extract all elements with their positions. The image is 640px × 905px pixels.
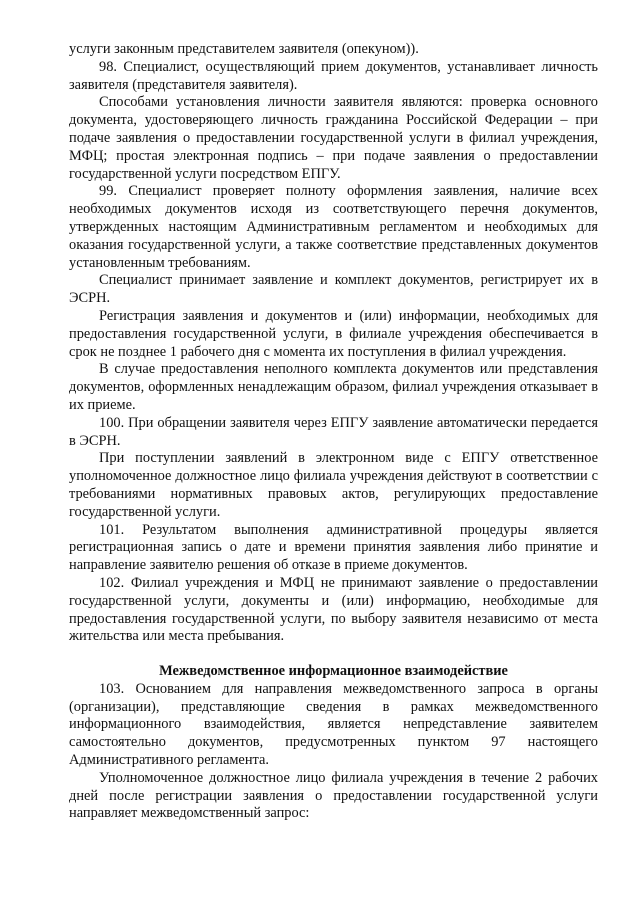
paragraph-101: 101. Результатом выполнения административной процедуры является регистрационная запись о дате и времени принятия заявления либо принятие и направление заявителю решения об отказе в приеме документов.: [69, 521, 598, 574]
section-heading: Межведомственное информационное взаимодействие: [159, 663, 508, 680]
paragraph-incomplete-documents: В случае предоставления неполного комплекта документов или представления документов, оформленных ненадлежащим образом, филиал учреждения отказывает в их приеме.: [69, 361, 598, 413]
paragraph-electronic-submission: При поступлении заявлений в электронном виде с ЕПГУ ответственное уполномоченное должностное лицо филиала учреждения действуют в соответствии с требованиями нормативных правовых актов, регулирующих предоставление государственной услуги.: [69, 450, 598, 520]
paragraph-98: 98. Специалист, осуществляющий прием документов, устанавливает личность заявителя (представителя заявителя).: [69, 58, 598, 93]
paragraph-interagency-request: Уполномоченное должностное лицо филиала учреждения в течение 2 рабочих дней после регистрации заявления о предоставлении государственной услуги направляет межведомственный запрос:: [69, 769, 598, 822]
paragraph-registration-deadline: Регистрация заявления и документов и (или) информации, необходимых для предоставления государственной услуги, в филиале учреждения обеспечивается в срок не позднее 1 рабочего дня с момента их поступления в филиал учреждения.: [69, 307, 598, 360]
paragraph-accepts-documents: Специалист принимает заявление и комплект документов, регистрирует их в ЭСРН.: [69, 272, 598, 307]
paragraph-103: 103. Основанием для направления межведомственного запроса в органы (организации), представляющие сведения в рамках межведомственного информационного взаимодействия, является непредставление заявителем самостоятельно документов, предусмотренных пунктом 97 настоящего Административного регламента.: [69, 680, 598, 769]
paragraph-100: 100. При обращении заявителя через ЕПГУ заявление автоматически передается в ЭСРН.: [69, 414, 598, 449]
document-body: [69, 41, 598, 823]
paragraph-continuation: услуги законным представителем заявителя (опекуном)).: [69, 41, 419, 57]
paragraph-99: 99. Специалист проверяет полноту оформления заявления, наличие всех необходимых документов исходя из соответствующего перечня документов, утвержденных настоящим Административным регламентом и необходимых для оказания государственной услуги, а также соответствие представленных документов установленным требованиям.: [69, 183, 598, 271]
paragraph-identity-methods: Способами установления личности заявителя являются: проверка основного документа, удостоверяющего личность гражданина Российской Федерации – при подаче заявления о предоставлении государственной услуги в филиал учреждения, МФЦ; простая электронная подпись – при подаче заявления о предоставлении государственной услуги посредством ЕПГУ.: [69, 94, 598, 182]
paragraph-102: 102. Филиал учреждения и МФЦ не принимают заявление о предоставлении государственной услуги, документы и (или) информацию, необходимые для предоставления государственной услуги, по выбору заявителя независимо от места жительства или места пребывания.: [69, 574, 598, 645]
